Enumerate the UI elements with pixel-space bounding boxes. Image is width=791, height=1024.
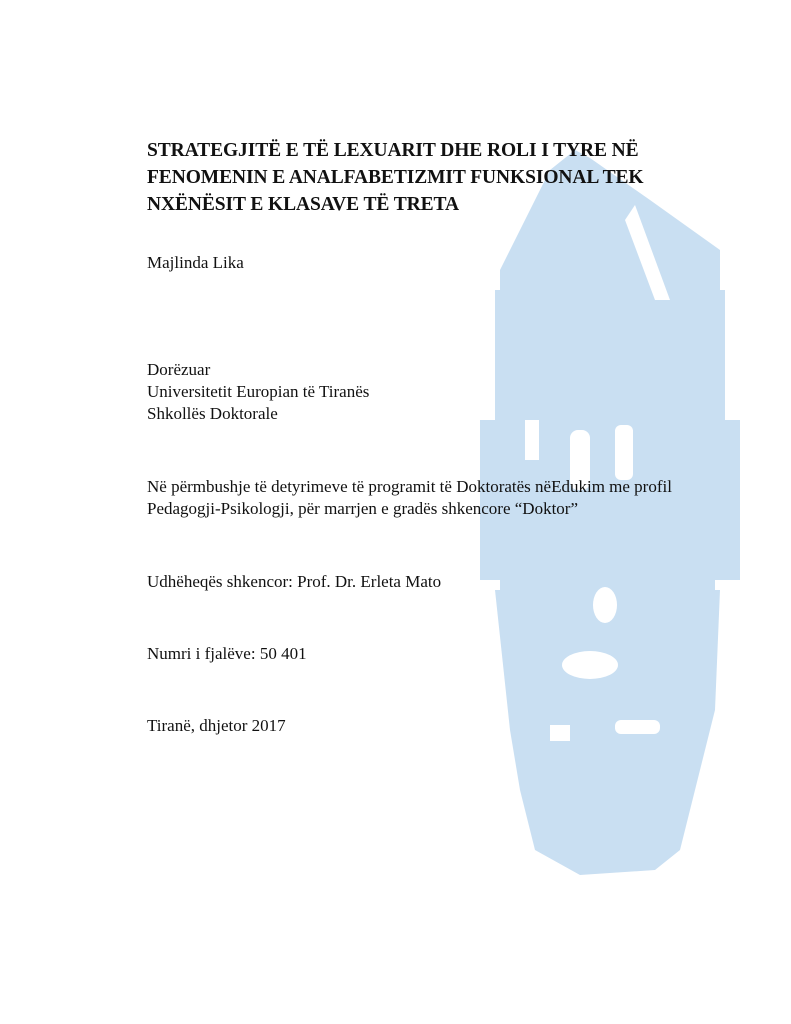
fulfilment-line: Në përmbushje të detyrimeve të programit të Doktoratës nëEdukim me profil bbox=[147, 477, 672, 496]
cover-content bbox=[147, 137, 727, 737]
word-count: Numri i fjalëve: 50 401 bbox=[147, 644, 307, 663]
submission-line: Universitetit Europian të Tiranës bbox=[147, 382, 370, 401]
thesis-title bbox=[147, 137, 727, 218]
fulfilment-line: Pedagogji-Psikologji, për marrjen e gradës shkencore “Doktor” bbox=[147, 499, 579, 518]
author-name: Majlinda Lika bbox=[147, 253, 244, 272]
supervisor: Udhëheqës shkencor: Prof. Dr. Erleta Mato bbox=[147, 572, 442, 591]
title-line: FENOMENIN E ANALFABETIZMIT FUNKSIONAL TEK bbox=[147, 167, 644, 188]
title-line: NXËNËSIT E KLASAVE TË TRETA bbox=[147, 194, 459, 215]
submission-line: Shkollës Doktorale bbox=[147, 404, 278, 423]
place-and-date: Tiranë, dhjetor 2017 bbox=[147, 716, 286, 735]
title-line: STRATEGJITË E TË LEXUARIT DHE ROLI I TYRE NË bbox=[147, 140, 639, 161]
fulfilment-statement bbox=[147, 476, 727, 520]
submission-block bbox=[147, 359, 727, 425]
submission-line: Dorëzuar bbox=[147, 360, 211, 379]
